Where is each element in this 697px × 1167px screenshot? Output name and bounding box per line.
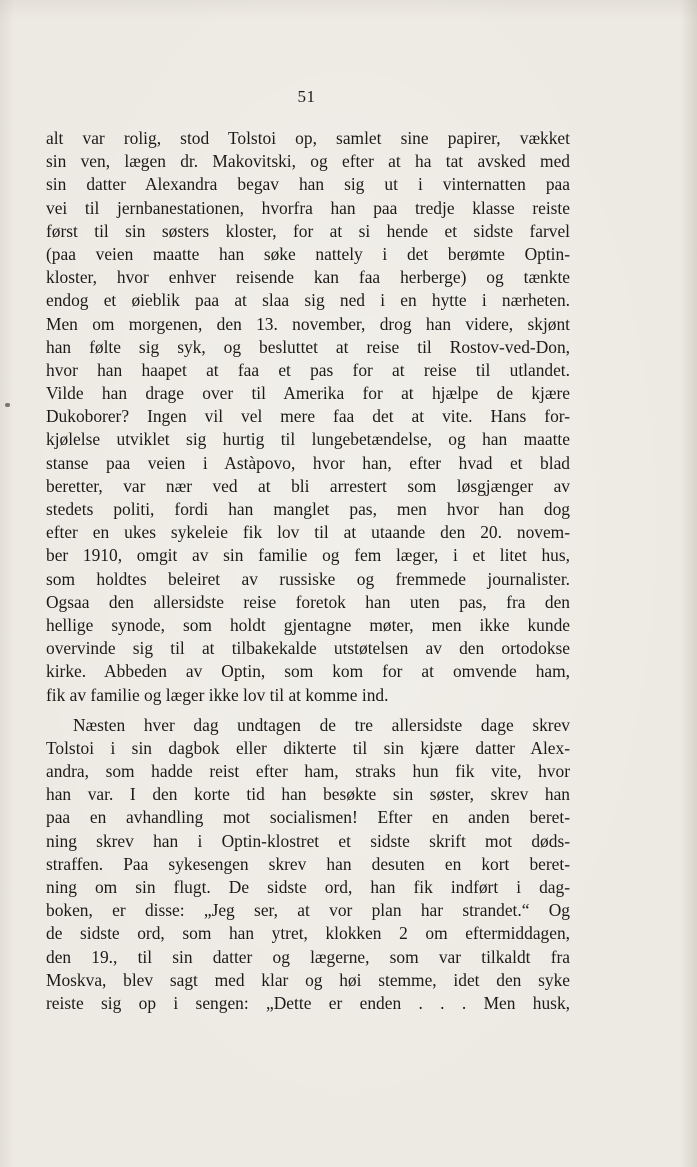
paragraph-gap: [46, 707, 570, 714]
text-line: paa en avhandling mot socialismen! Efter en anden beret-: [46, 807, 570, 828]
text-line: ber 1910, omgit av sin familie og fem læger, i et litet hus,: [46, 545, 570, 566]
text-line: ning skrev han i Optin-klostret et sidste skrift mot døds-: [46, 830, 570, 851]
text-line: de sidste ord, som han ytret, klokken 2 om eftermiddagen,: [46, 923, 570, 944]
text-line: ning om sin flugt. De sidste ord, han fik indført i dag-: [46, 877, 570, 897]
margin-speck: [5, 403, 10, 407]
text-line: endog et øieblik paa at slaa sig ned i en hytte i nærheten.: [46, 290, 570, 311]
paragraph: [46, 714, 570, 1015]
text-line: alt var rolig, stod Tolstoi op, samlet sine papirer, vækket: [46, 128, 570, 148]
paragraph: [46, 127, 570, 707]
text-line: Men om morgenen, den 13. november, drog han videre, skjønt: [46, 313, 570, 334]
text-line: han følte sig syk, og besluttet at reise til Rostov-ved-Don,: [46, 336, 570, 357]
text-line: straffen. Paa sykesengen skrev han desuten en kort beret-: [46, 853, 570, 874]
text-line: først til sin søsters kloster, for at si hende et sidste farvel: [46, 220, 570, 241]
body-text: [46, 127, 570, 1015]
text-line: efter en ukes sykeleie fik lov til at utaande den 20. novem-: [46, 522, 570, 543]
text-line: vei til jernbanestationen, hvorfra han paa tredje klasse reiste: [46, 197, 570, 218]
text-line: Tolstoi i sin dagbok eller dikterte til sin kjære datter Alex-: [46, 737, 570, 758]
text-line: boken, er disse: „Jeg ser, at vor plan har strandet.“ Og: [46, 900, 570, 921]
text-line: hellige synode, som holdt gjentagne møter, men ikke kunde: [46, 614, 570, 635]
text-line: Næsten hver dag undtagen de tre allersidste dage skrev: [73, 714, 570, 735]
text-line: kjølelse utviklet sig hurtig til lungebetændelse, og han maatte: [46, 429, 570, 450]
text-line: Vilde han drage over til Amerika for at hjælpe de kjære: [46, 383, 570, 404]
text-line: stanse paa veien i Astàpovo, hvor han, efter hvad et blad: [46, 452, 570, 473]
text-line: sin datter Alexandra begav han sig ut i vinternatten paa: [46, 174, 570, 195]
text-line: Dukoborer? Ingen vil vel mere faa det at vite. Hans for-: [46, 406, 570, 427]
text-line: han var. I den korte tid han besøkte sin søster, skrev han: [46, 784, 570, 805]
text-line: (paa veien maatte han søke nattely i det berømte Optin-: [46, 243, 570, 264]
text-line: som holdtes beleiret av russiske og fremmede journalister.: [46, 568, 570, 589]
text-line: hvor han haapet at faa et pas for at reise til utlandet.: [46, 359, 570, 380]
page-number: 51: [297, 87, 316, 106]
text-line: kloster, hvor enhver reisende kan faa herberge) og tænkte: [46, 267, 570, 288]
text-line: Moskva, blev sagt med klar og høi stemme, idet den syke: [46, 969, 570, 990]
text-line: kirke. Abbeden av Optin, som kom for at omvende ham,: [46, 661, 570, 682]
text-line: Ogsaa den allersidste reise foretok han uten pas, fra den: [46, 591, 570, 612]
text-line: andra, som hadde reist efter ham, straks hun fik vite, hvor: [46, 761, 570, 782]
text-line: beretter, var nær ved at bli arrestert som løsgjænger av: [46, 475, 570, 496]
text-line: reiste sig op i sengen: „Dette er enden . . . Men husk,: [46, 992, 570, 1013]
text-line: fik av familie og læger ikke lov til at komme ind.: [46, 684, 389, 705]
text-line: stedets politi, fordi han manglet pas, men hvor han dog: [46, 499, 570, 519]
text-line: overvinde sig til at tilbakekalde utstøtelsen av den ortodokse: [46, 638, 570, 659]
text-line: sin ven, lægen dr. Makovitski, og efter at ha tat avsked med: [46, 151, 570, 172]
text-line: den 19., til sin datter og lægerne, som var tilkaldt fra: [46, 946, 570, 967]
